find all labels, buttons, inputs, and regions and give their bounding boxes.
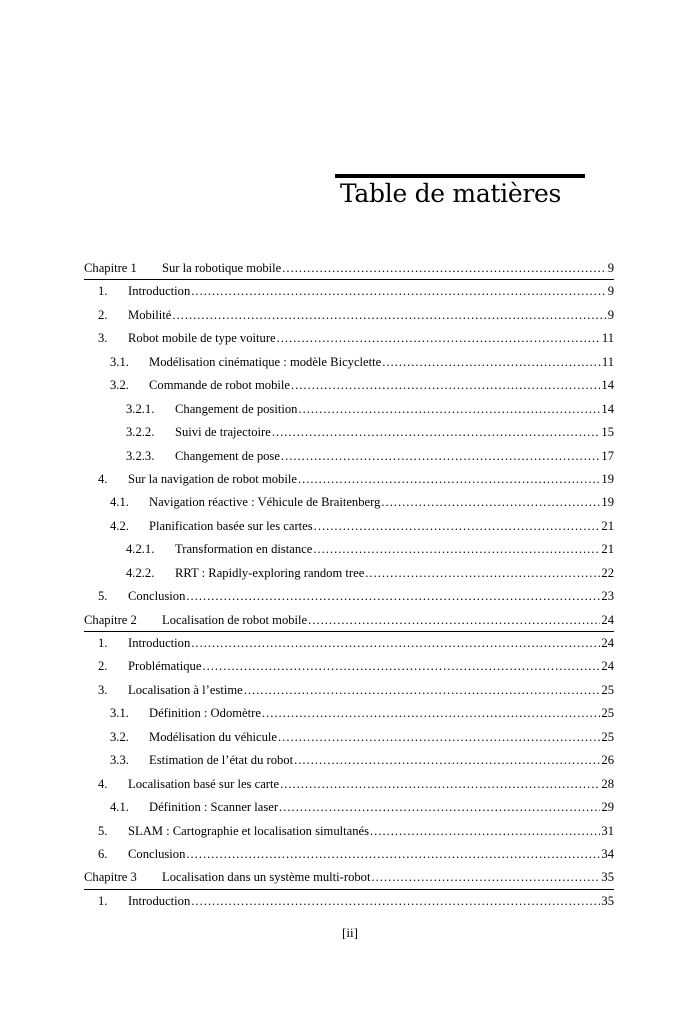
toc-entry-label: Conclusion — [128, 589, 186, 604]
toc-entry-page: 24 — [601, 636, 614, 650]
table-of-contents — [84, 257, 614, 913]
toc-entry[interactable] — [84, 702, 614, 725]
toc-entry-label: Localisation basé sur les carte — [128, 776, 280, 791]
toc-entry-page: 26 — [601, 753, 614, 768]
dot-leader — [277, 327, 601, 350]
toc-entry-page: 19 — [601, 471, 614, 486]
toc-entry-page: 24 — [601, 659, 614, 674]
toc-entry-number: 2. — [98, 307, 108, 322]
toc-entry-page: 24 — [601, 612, 614, 627]
toc-entry-label: Introduction — [128, 636, 191, 650]
dot-leader — [272, 421, 601, 444]
dot-leader — [294, 749, 600, 772]
toc-entry-number: 5. — [98, 823, 108, 838]
toc-entry-page: 35 — [601, 893, 614, 908]
toc-entry-number: 6. — [98, 846, 108, 861]
dot-leader — [191, 632, 600, 655]
toc-entry-label: Modélisation du véhicule — [149, 729, 278, 744]
toc-entry-number: Chapitre 2 — [84, 612, 137, 627]
dot-leader — [365, 562, 600, 585]
toc-entry-page: 25 — [601, 682, 614, 697]
toc-entry-page: 21 — [601, 518, 614, 533]
dot-leader — [281, 445, 600, 468]
toc-entry-number: 3. — [98, 331, 108, 346]
page-number-footer: [ii] — [342, 925, 358, 940]
toc-entry-page: 22 — [601, 565, 614, 580]
toc-entry-page: 15 — [601, 425, 614, 440]
toc-entry-label: Commande de robot mobile — [149, 378, 290, 393]
toc-entry-number: 3.1. — [110, 706, 129, 721]
toc-entry[interactable] — [84, 843, 614, 866]
toc-entry-number: 4.2.2. — [126, 565, 155, 580]
toc-entry[interactable] — [84, 491, 614, 514]
dot-leader — [191, 890, 600, 913]
dot-leader — [202, 655, 600, 678]
toc-entry-label: Définition : Scanner laser — [149, 800, 279, 815]
dot-leader — [381, 491, 600, 514]
toc-entry-label: Localisation de robot mobile — [162, 612, 308, 627]
dot-leader — [279, 796, 600, 819]
toc-entry-label: Conclusion — [128, 846, 186, 861]
toc-entry-number: 3.2.3. — [126, 448, 155, 463]
toc-entry-label: Estimation de l’état du robot — [149, 753, 294, 768]
toc-entry-number: 3.2.1. — [126, 401, 155, 416]
toc-entry-number: 2. — [98, 659, 108, 674]
toc-entry[interactable] — [84, 280, 614, 303]
toc-entry-number: 4. — [98, 471, 108, 486]
dot-leader — [244, 679, 601, 702]
dot-leader — [282, 257, 606, 280]
toc-entry-number: 1. — [98, 284, 108, 299]
toc-entry-page: 21 — [601, 542, 614, 557]
toc-entry[interactable] — [84, 585, 614, 608]
toc-entry-number: 4.2.1. — [126, 542, 155, 557]
toc-entry-page: 17 — [601, 448, 614, 463]
toc-entry[interactable] — [84, 327, 614, 350]
toc-entry-page: 29 — [601, 800, 614, 815]
dot-leader — [186, 843, 600, 866]
toc-entry-label: Transformation en distance — [175, 542, 313, 557]
toc-entry-number: 1. — [98, 636, 108, 650]
toc-entry-number: 4.2. — [110, 518, 129, 533]
toc-entry-label: Planification basée sur les cartes — [149, 518, 313, 533]
dot-leader — [262, 702, 600, 725]
toc-chapter-entry[interactable] — [84, 866, 614, 889]
toc-entry-number: 3.2. — [110, 729, 129, 744]
toc-entry-label: Localisation dans un système multi-robot — [162, 870, 371, 885]
toc-entry[interactable] — [84, 398, 614, 421]
toc-entry-page: 23 — [601, 589, 614, 604]
toc-entry-label: Introduction — [128, 893, 191, 908]
toc-entry-label: Changement de pose — [175, 448, 280, 463]
toc-entry-label: Sur la robotique mobile — [162, 261, 282, 275]
toc-entry-label: Changement de position — [175, 401, 298, 416]
dot-leader — [278, 726, 600, 749]
toc-entry[interactable] — [84, 445, 614, 468]
toc-entry-label: Navigation réactive : Véhicule de Braitenberg — [149, 495, 381, 510]
dot-leader — [371, 866, 600, 889]
toc-entry[interactable] — [84, 796, 614, 819]
dot-leader — [370, 820, 600, 843]
toc-entry-label: RRT : Rapidly-exploring random tree — [175, 565, 365, 580]
toc-entry-number: 1. — [98, 893, 108, 908]
toc-entry-page: 9 — [607, 284, 614, 299]
toc-entry[interactable] — [84, 538, 614, 561]
toc-entry-number: 3.3. — [110, 753, 129, 768]
toc-entry-label: Suivi de trajectoire — [175, 425, 271, 440]
toc-entry-number: 5. — [98, 589, 108, 604]
toc-entry-page: 11 — [601, 354, 614, 369]
toc-entry-label: Introduction — [128, 284, 191, 299]
dot-leader — [280, 773, 600, 796]
toc-entry-number: 3.2. — [110, 378, 129, 393]
dot-leader — [191, 280, 606, 303]
toc-entry-label: Modélisation cinématique : modèle Bicyclette — [149, 354, 382, 369]
dot-leader — [298, 398, 600, 421]
toc-chapter-entry[interactable] — [84, 609, 614, 632]
toc-entry-page: 34 — [601, 846, 614, 861]
toc-entry[interactable] — [84, 726, 614, 749]
toc-entry-label: Sur la navigation de robot mobile — [128, 471, 297, 486]
toc-entry-page: 14 — [601, 378, 614, 393]
toc-entry-number: 4.1. — [110, 800, 129, 815]
dot-leader — [313, 538, 600, 561]
toc-entry[interactable] — [84, 679, 614, 702]
dot-leader — [172, 304, 606, 327]
toc-entry[interactable] — [84, 749, 614, 772]
toc-entry-page: 31 — [601, 823, 614, 838]
toc-entry-number: Chapitre 1 — [84, 261, 137, 275]
toc-entry-page: 11 — [601, 331, 614, 346]
dot-leader — [308, 609, 600, 632]
dot-leader — [186, 585, 600, 608]
toc-entry-label: Localisation à l’estime — [128, 682, 243, 697]
dot-leader — [314, 515, 601, 538]
toc-entry-page: 25 — [601, 706, 614, 721]
toc-entry[interactable] — [84, 562, 614, 585]
toc-entry-label: Robot mobile de type voiture — [128, 331, 276, 346]
toc-entry[interactable] — [84, 820, 614, 843]
toc-entry-page: 28 — [601, 776, 614, 791]
toc-entry[interactable] — [84, 632, 614, 655]
toc-entry[interactable] — [84, 351, 614, 374]
toc-entry[interactable] — [84, 515, 614, 538]
toc-entry-number: 3. — [98, 682, 108, 697]
toc-chapter-entry[interactable] — [84, 257, 614, 280]
toc-entry-page: 9 — [607, 307, 614, 322]
toc-entry-label: Définition : Odomètre — [149, 706, 261, 721]
dot-leader — [298, 468, 600, 491]
toc-entry-number: 4. — [98, 776, 108, 791]
toc-entry-page: 25 — [601, 729, 614, 744]
toc-entry-number: 3.1. — [110, 354, 129, 369]
toc-entry-number: 3.2.2. — [126, 425, 155, 440]
toc-entry[interactable] — [84, 655, 614, 678]
dot-leader — [291, 374, 600, 397]
toc-entry-number: Chapitre 3 — [84, 870, 137, 885]
toc-entry-page: 14 — [601, 401, 614, 416]
toc-entry-label: SLAM : Cartographie et localisation simultanés — [128, 823, 369, 838]
toc-entry-number: 4.1. — [110, 495, 129, 510]
toc-entry[interactable] — [84, 374, 614, 397]
toc-entry-page: 35 — [601, 870, 614, 885]
toc-entry[interactable] — [84, 468, 614, 491]
toc-entry-page: 19 — [601, 495, 614, 510]
toc-entry[interactable] — [84, 773, 614, 796]
toc-entry[interactable] — [84, 304, 614, 327]
dot-leader — [382, 351, 601, 374]
toc-entry[interactable] — [84, 421, 614, 444]
page-title: Table de matières — [340, 179, 562, 208]
toc-entry[interactable] — [84, 890, 614, 913]
toc-entry-label: Mobilité — [128, 307, 172, 322]
toc-entry-page: 9 — [607, 261, 614, 275]
toc-entry-label: Problématique — [128, 659, 202, 674]
